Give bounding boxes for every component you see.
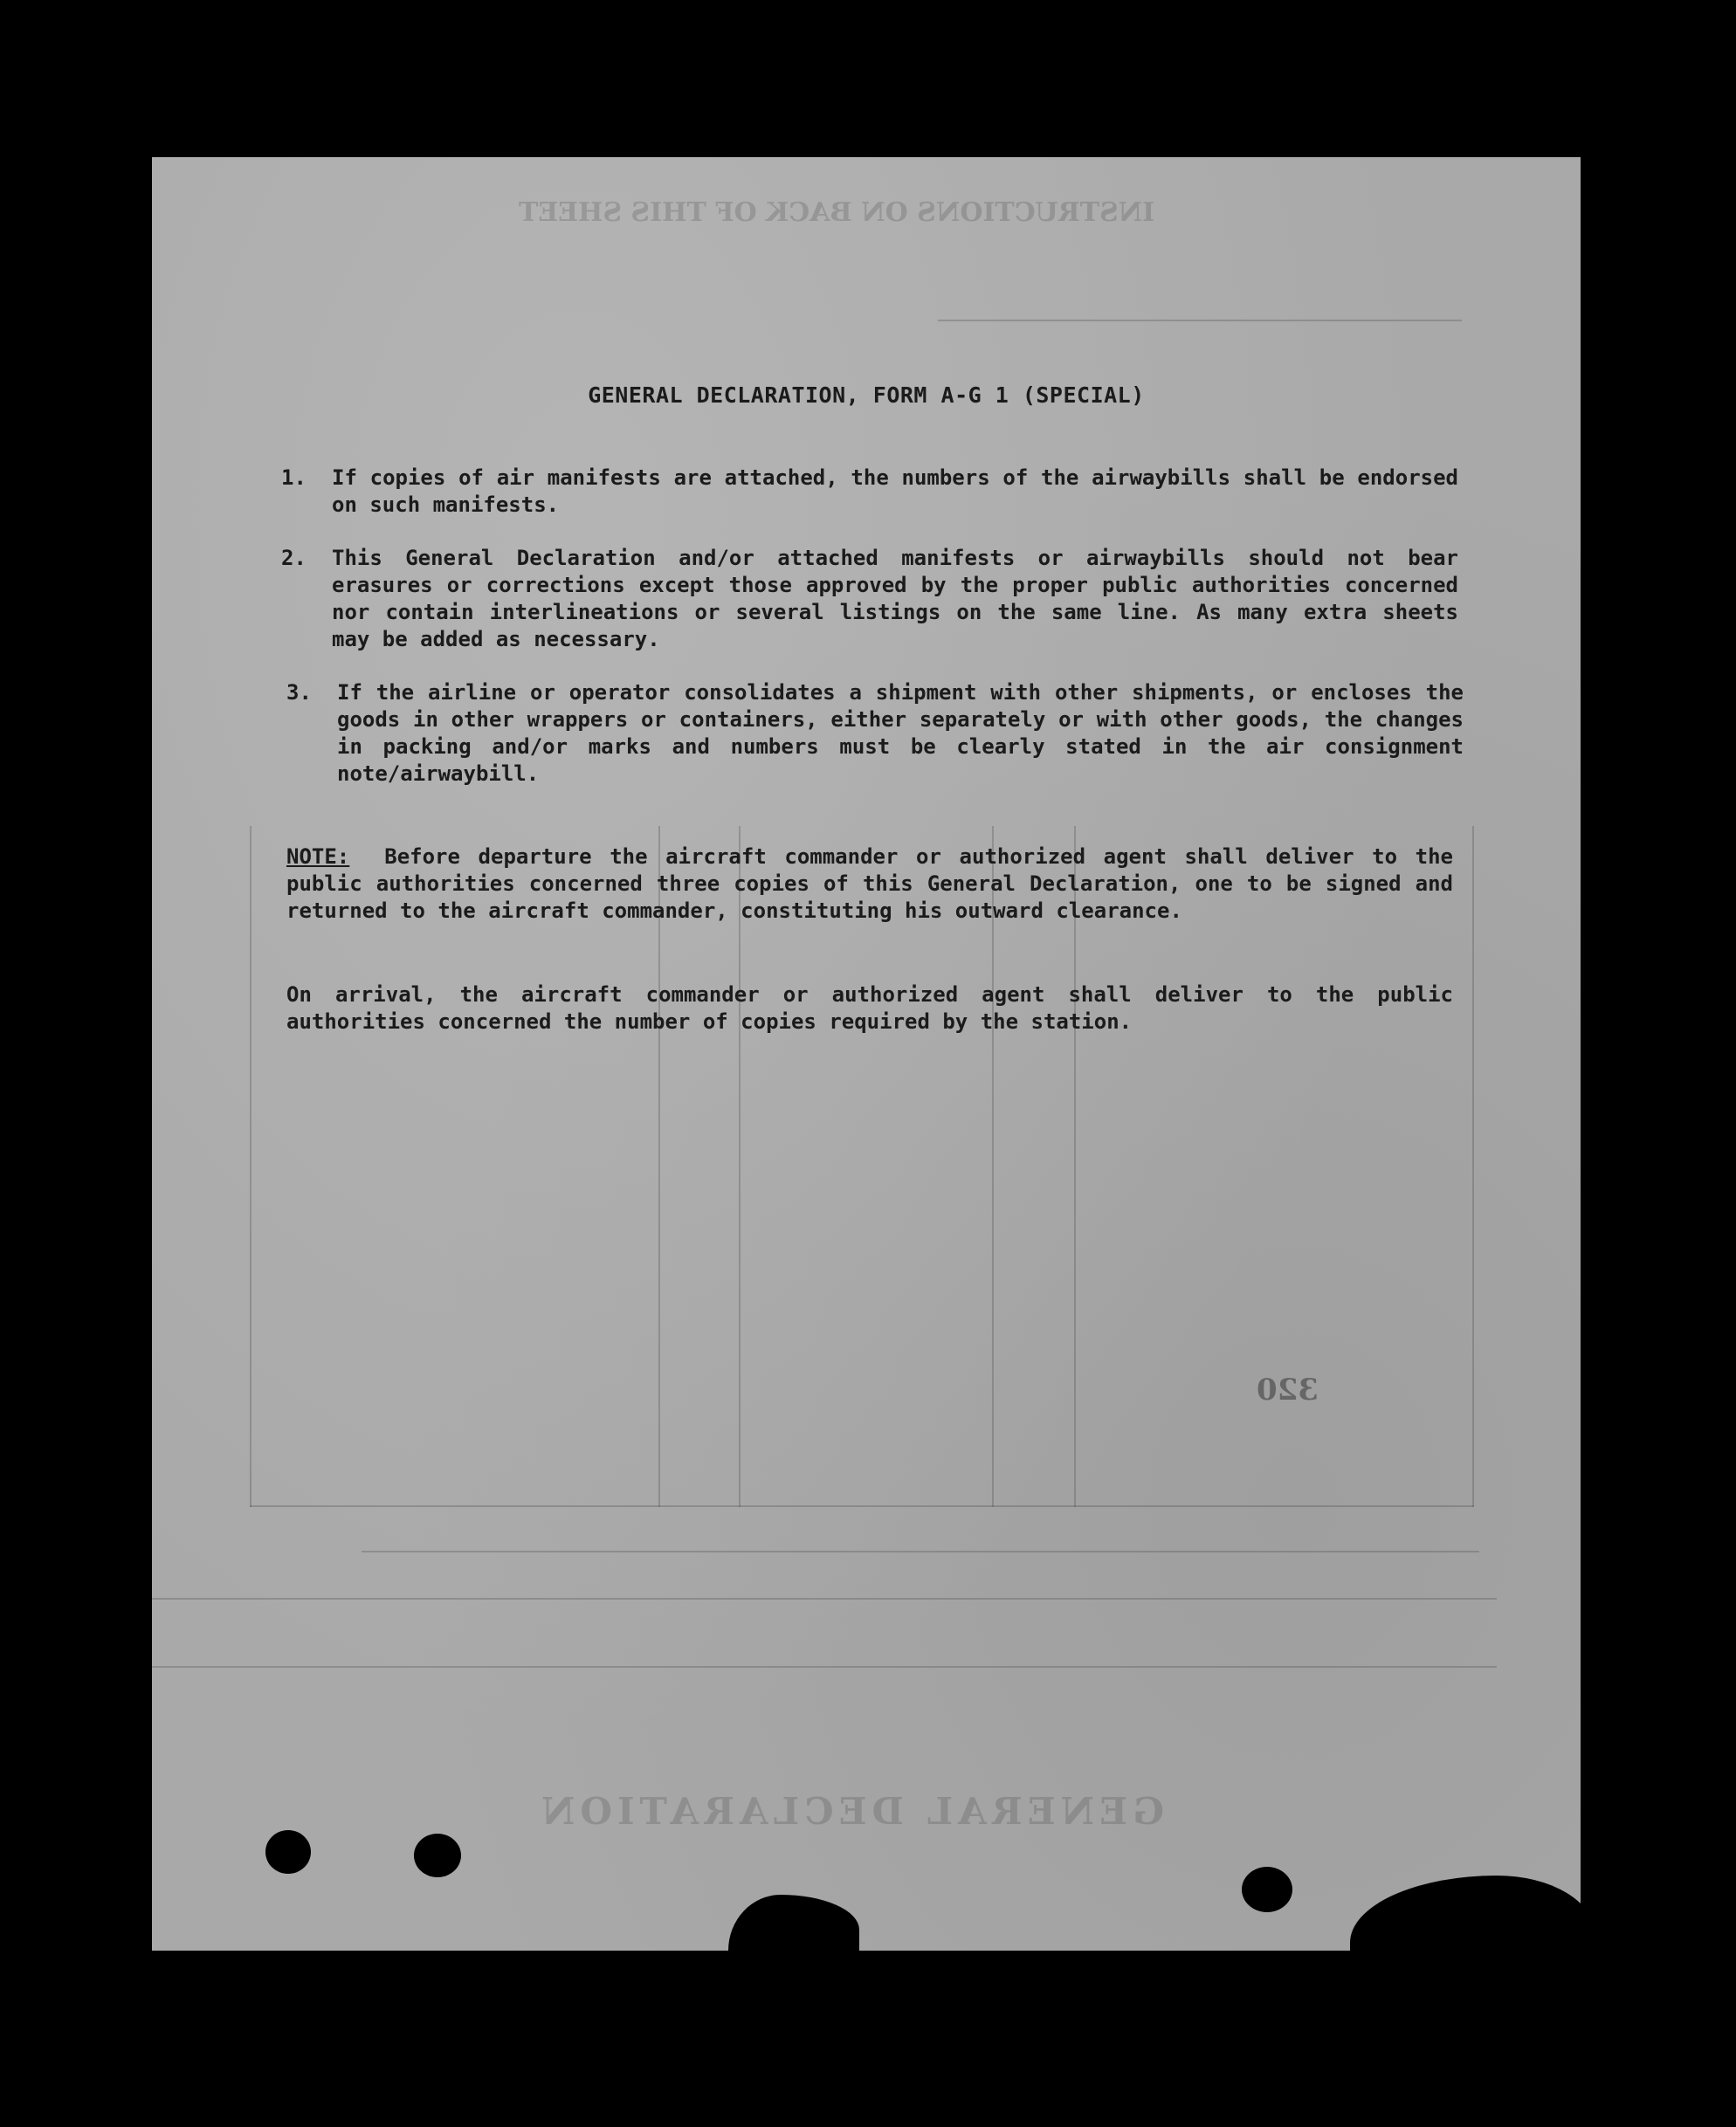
bleed-table-col-3 [992,826,994,1507]
punch-hole-2 [414,1834,461,1877]
bleed-table-right [1472,826,1474,1507]
list-item-number: 2. [281,546,307,570]
bleed-through-header: INSTRUCTIONS ON BACK OF THIS SHEET [519,197,1155,228]
bleed-rule-3 [152,1598,1497,1600]
bleed-through-footer: GENERAL DECLARATION [536,1790,1164,1833]
page-title: GENERAL DECLARATION, FORM A-G 1 (SPECIAL) [588,382,1145,408]
bleed-table-left [250,826,251,1507]
list-item-text: If copies of air manifests are attached, the numbers of the airwaybills shall be endorsed on such manifests. [332,465,1458,517]
list-item-number: 3. [286,680,312,705]
bleed-through-number: 320 [1257,1373,1319,1408]
punch-hole-3 [1242,1867,1292,1912]
list-item-text: If the airline or operator consolidates a shipment with other shipments, or encloses the goods in other wrappers or containers, either separately or with other goods, the changes in packing and/or marks and numbers must be clearly stated in the air consignment note/airwaybill. [337,680,1464,786]
arrival-paragraph: On arrival, the aircraft commander or authorized agent shall deliver to the public authorities concerned the number of copies required by the station. [286,982,1453,1034]
bleed-table-col-1 [658,826,660,1507]
bleed-rule-2 [362,1551,1479,1552]
document-page [152,157,1581,1951]
bleed-rule-1 [938,320,1462,321]
bleed-table-bottom [250,1505,1474,1507]
bleed-rule-4 [152,1666,1497,1668]
torn-edge-right [1350,1876,1581,1951]
bleed-table-col-4 [1074,826,1076,1507]
note-text: Before departure the aircraft commander or authorized agent shall deliver to the public authorities concerned three copies of this General Declaration, one to be signed and returned to the aircraft commander, constituting his outward clearance. [286,844,1453,923]
torn-edge-center [728,1895,859,1951]
bleed-table-col-2 [739,826,741,1507]
list-item-number: 1. [281,465,307,490]
punch-hole-1 [265,1830,311,1874]
list-item-text: This General Declaration and/or attached manifests or airwaybills should not bear erasures or corrections except those approved by the proper public authorities concerned nor contain interlineations or several listings on the same line. As many extra sheets may be added as necessary. [332,546,1458,651]
note-paragraph [286,843,1453,925]
note-label: NOTE: [286,844,350,869]
